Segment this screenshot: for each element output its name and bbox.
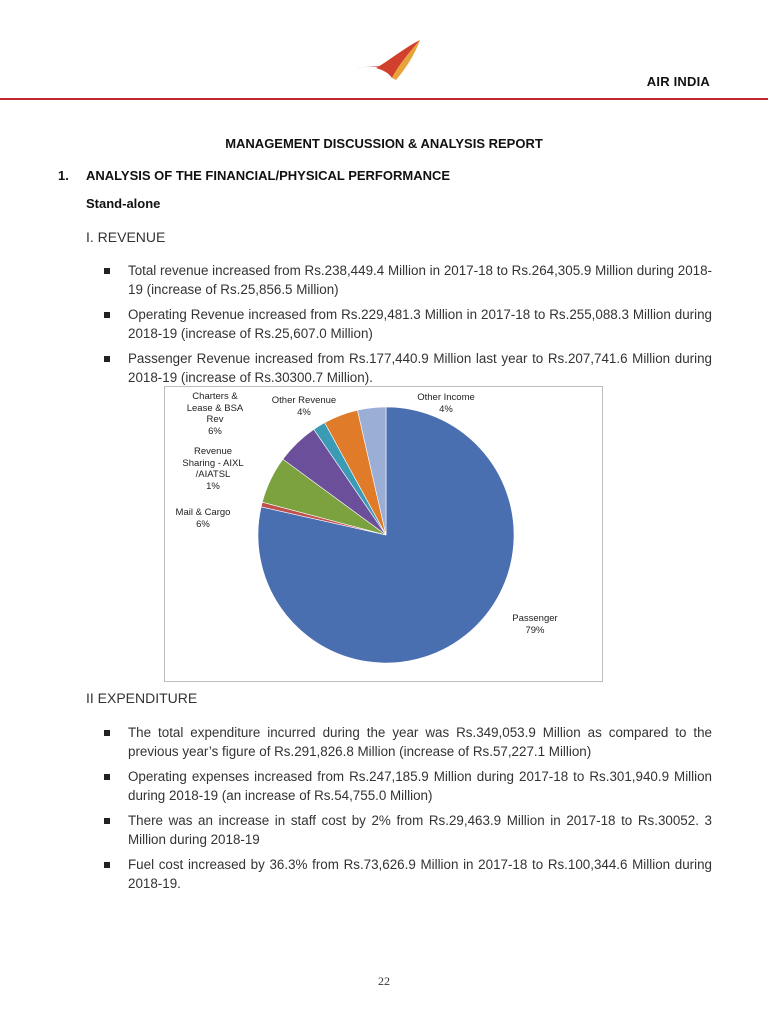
brand-name: AIR INDIA	[646, 74, 710, 89]
list-item: Operating Revenue increased from Rs.229,481.3 Million in 2017-18 to Rs.255,088.3 Million during 2018-19 (increase of Rs.25,607.0 Million)	[104, 306, 712, 343]
list-item: The total expenditure incurred during the year was Rs.349,053.9 Million as compared to the previous year’s figure of Rs.291,826.8 Million (increase of Rs.57,227.1 Million)	[104, 724, 712, 761]
section-subtitle: Stand-alone	[86, 196, 161, 211]
pie-label-revenue-sharing: Revenue Sharing - AIXL /AIATSL 1%	[182, 446, 244, 492]
revenue-bullets	[104, 262, 712, 394]
pie-label-mail-cargo: Mail & Cargo 6%	[175, 507, 231, 530]
pie-label-charters: Charters & Lease & BSA Rev 6%	[186, 391, 244, 437]
pie-label-other-income: Other Income 4%	[417, 392, 475, 415]
list-item: Total revenue increased from Rs.238,449.4 Million in 2017-18 to Rs.264,305.9 Million during 2018-19 (increase of Rs.25,856.5 Million)	[104, 262, 712, 299]
expenditure-bullets	[104, 724, 712, 900]
list-item: Passenger Revenue increased from Rs.177,440.9 Million last year to Rs.207,741.6 Million during 2018-19 (increase of Rs.30300.7 Million).	[104, 350, 712, 387]
list-item: There was an increase in staff cost by 2% from Rs.29,463.9 Million in 2017-18 to Rs.30052. 3 Million during 2018-19	[104, 812, 712, 849]
report-title: MANAGEMENT DISCUSSION & ANALYSIS REPORT	[225, 136, 543, 151]
expenditure-heading: II EXPENDITURE	[86, 690, 198, 706]
section-heading	[58, 168, 450, 183]
list-item: Fuel cost increased by 36.3% from Rs.73,626.9 Million in 2017-18 to Rs.100,344.6 Million during 2018-19.	[104, 856, 712, 893]
pie-label-other-revenue: Other Revenue 4%	[271, 395, 337, 418]
list-item: Operating expenses increased from Rs.247,185.9 Million during 2017-18 to Rs.301,940.9 Million during 2018-19 (an increase of Rs.54,755.0 Million)	[104, 768, 712, 805]
revenue-pie-chart	[164, 386, 603, 682]
header-rule	[0, 98, 768, 100]
revenue-heading: I. REVENUE	[86, 229, 166, 245]
page-number: 22	[378, 974, 390, 988]
section-title: ANALYSIS OF THE FINANCIAL/PHYSICAL PERFORMANCE	[86, 168, 451, 183]
pie-label-passenger: Passenger 79%	[512, 613, 558, 636]
air-india-logo	[352, 38, 422, 82]
section-number: 1.	[58, 168, 69, 183]
